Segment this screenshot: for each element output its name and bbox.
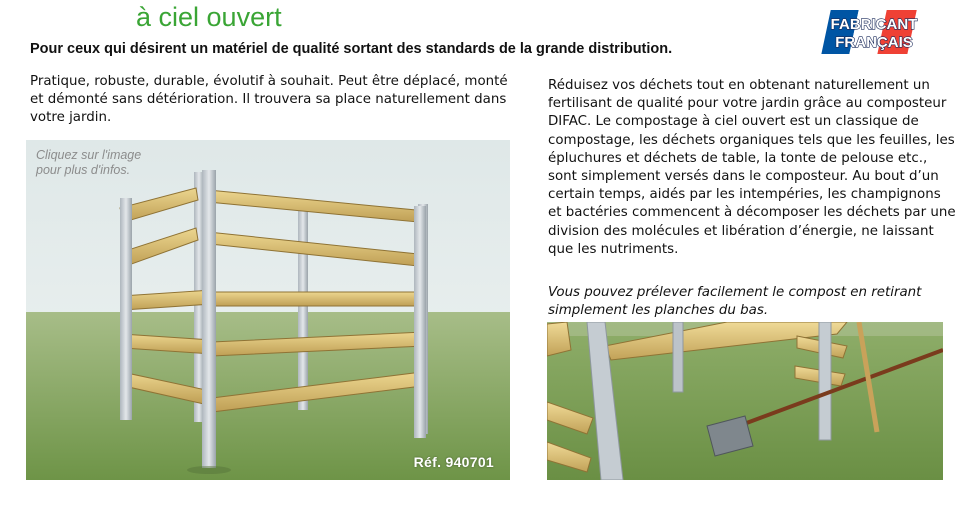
fabricant-francais-logo: [814, 4, 934, 60]
product-reference: Réf. 940701: [413, 454, 494, 470]
page-subtitle: Pour ceux qui désirent un matériel de qualité sortant des standards de la grande distribution.: [30, 41, 673, 57]
image-caption-line1: Cliquez sur l'image: [36, 148, 142, 162]
description-paragraph: Réduisez vos déchets tout en obtenant naturellement un fertilisant de qualité pour votre jardin grâce au composteur DIFAC. Le compostage à ciel ouvert est un classique de compostage, les déchets organiques tels que les feuilles, les épluchures et déchets de table, la tonte de pelouse etc., sont simplement versés dans le composteur. Au bout d’un certain temps, aidés par les intempéries, les champignons et bactéries commencent à décomposer les déchets par une division des molécules et libération d’énergie, ne laissant que les nutriments.: [548, 78, 956, 257]
tip-paragraph: Vous pouvez prélever facilement le compost en retirant simplement les planches du bas.: [548, 285, 922, 319]
page-title: à ciel ouvert: [136, 2, 282, 32]
rake-detail-image: [547, 322, 943, 480]
logo-line1: FABRICANT: [830, 16, 918, 33]
intro-paragraph: Pratique, robuste, durable, évolutif à souhait. Peut être déplacé, monté et démonté sans détérioration. Il trouvera sa place naturellement dans votre jardin.: [30, 74, 508, 126]
logo-line2: FRANÇAIS: [835, 34, 913, 51]
image-caption: [36, 148, 141, 178]
image-caption-line2: pour plus d'infos.: [36, 163, 131, 177]
composter-image[interactable]: [26, 140, 510, 480]
